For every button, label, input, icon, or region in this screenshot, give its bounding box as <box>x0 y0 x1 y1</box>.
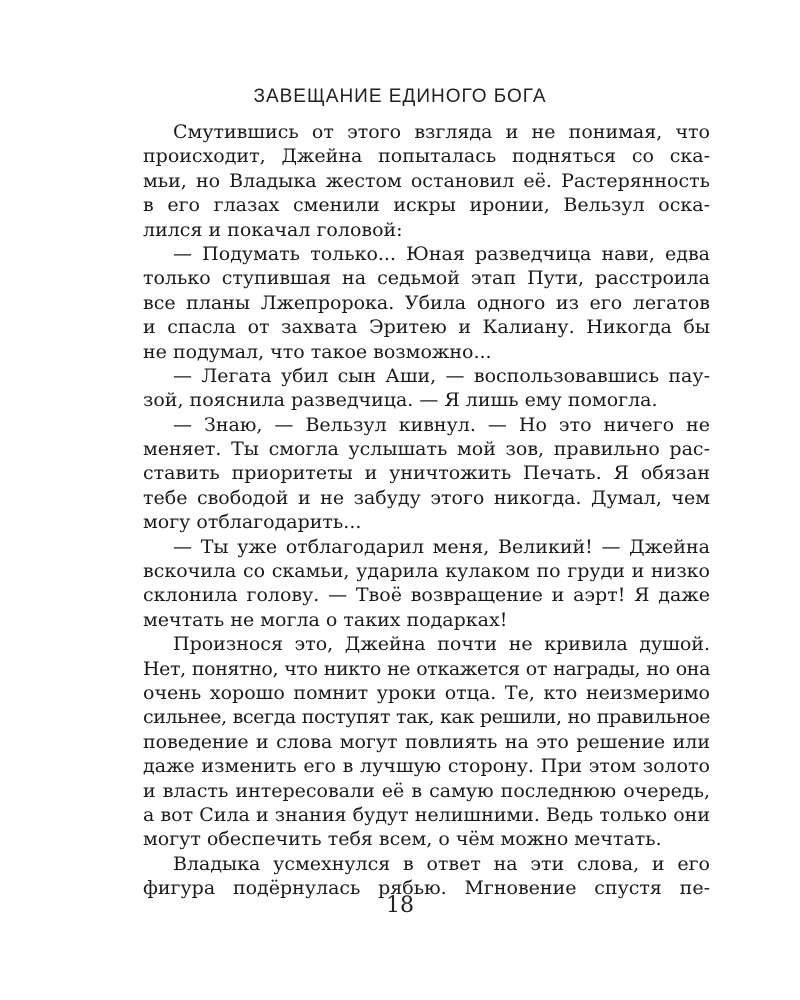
text-line: фигура подёрнулась рябью. Мгновение спустя пе- <box>143 877 710 900</box>
text-line: в его глазах сменили искры иронии, Вельзул оска- <box>143 194 710 217</box>
text-line: мечтать не могла о таких подарках! <box>143 608 508 631</box>
text-line: происходит, Джейна попыталась подняться со ска- <box>143 145 710 168</box>
text-line: тебе свободой и не забуду этого никогда. Думал, чем <box>143 486 710 509</box>
page-number: 18 <box>386 893 414 918</box>
text-line: Смутившись от этого взгляда и не понимая, что <box>173 121 710 143</box>
text-line: меняет. Ты смогла услышать мой зов, правильно рас- <box>143 438 710 461</box>
text-line: не подумал, что такое возможно... <box>143 340 492 363</box>
text-line: очень хорошо помнит уроки отца. Те, кто неизмеримо <box>143 681 710 704</box>
text-line: и спасла от захвата Эритею и Калиану. Никогда бы <box>143 316 710 339</box>
text-line: мьи, но Владыка жестом остановил её. Растерянность <box>143 169 710 192</box>
text-line: Владыка усмехнулся в ответ на эти слова, и его <box>173 852 710 875</box>
text-line: сильнее, всегда поступят так, как решили, но правильное <box>143 706 710 729</box>
text-line: даже изменить его в лучшую сторону. При этом золото <box>143 755 710 778</box>
text-line: могу отблагодарить... <box>143 511 362 534</box>
text-line: а вот Сила и знания будут нелишними. Ведь только они <box>143 803 710 826</box>
text-line: только ступившая на седьмой этап Пути, расстроила <box>143 267 710 290</box>
text-line: все планы Лжепророка. Убила одного из его легатов <box>143 291 710 314</box>
running-head-title: ЗАВЕЩАНИЕ ЕДИНОГО БОГА <box>253 86 547 107</box>
text-line: зой, пояснила разведчица. — Я лишь ему помогла. <box>143 389 658 412</box>
text-line: и власть интересовали её в самую последнюю очередь, <box>143 779 710 802</box>
text-line: Нет, понятно, что никто не откажется от награды, но она <box>143 657 710 680</box>
text-line: ставить приоритеты и уничтожить Печать. Я обязан <box>143 462 710 485</box>
body-text <box>143 120 710 901</box>
text-line: склонила голову. — Твоё возвращение и аэрт! Я даже <box>143 584 710 607</box>
text-line: лился и покачал головой: <box>143 218 403 241</box>
text-line: — Знаю, — Вельзул кивнул. — Но это ничего не <box>173 413 710 436</box>
text-line: могут обеспечить тебя всем, о чём можно мечтать. <box>143 828 662 851</box>
text-line: вскочила со скамьи, ударила кулаком по груди и низко <box>143 560 710 583</box>
text-line: — Легата убил сын Аши, — воспользовавшись пау- <box>173 364 710 387</box>
text-line: — Ты уже отблагодарил меня, Великий! — Джейна <box>173 535 710 558</box>
text-line: Произнося это, Джейна почти не кривила душой. <box>173 633 710 656</box>
text-line: поведение и слова могут повлиять на это решение или <box>143 730 710 753</box>
text-line: — Подумать только... Юная разведчица нави, едва <box>173 242 710 265</box>
